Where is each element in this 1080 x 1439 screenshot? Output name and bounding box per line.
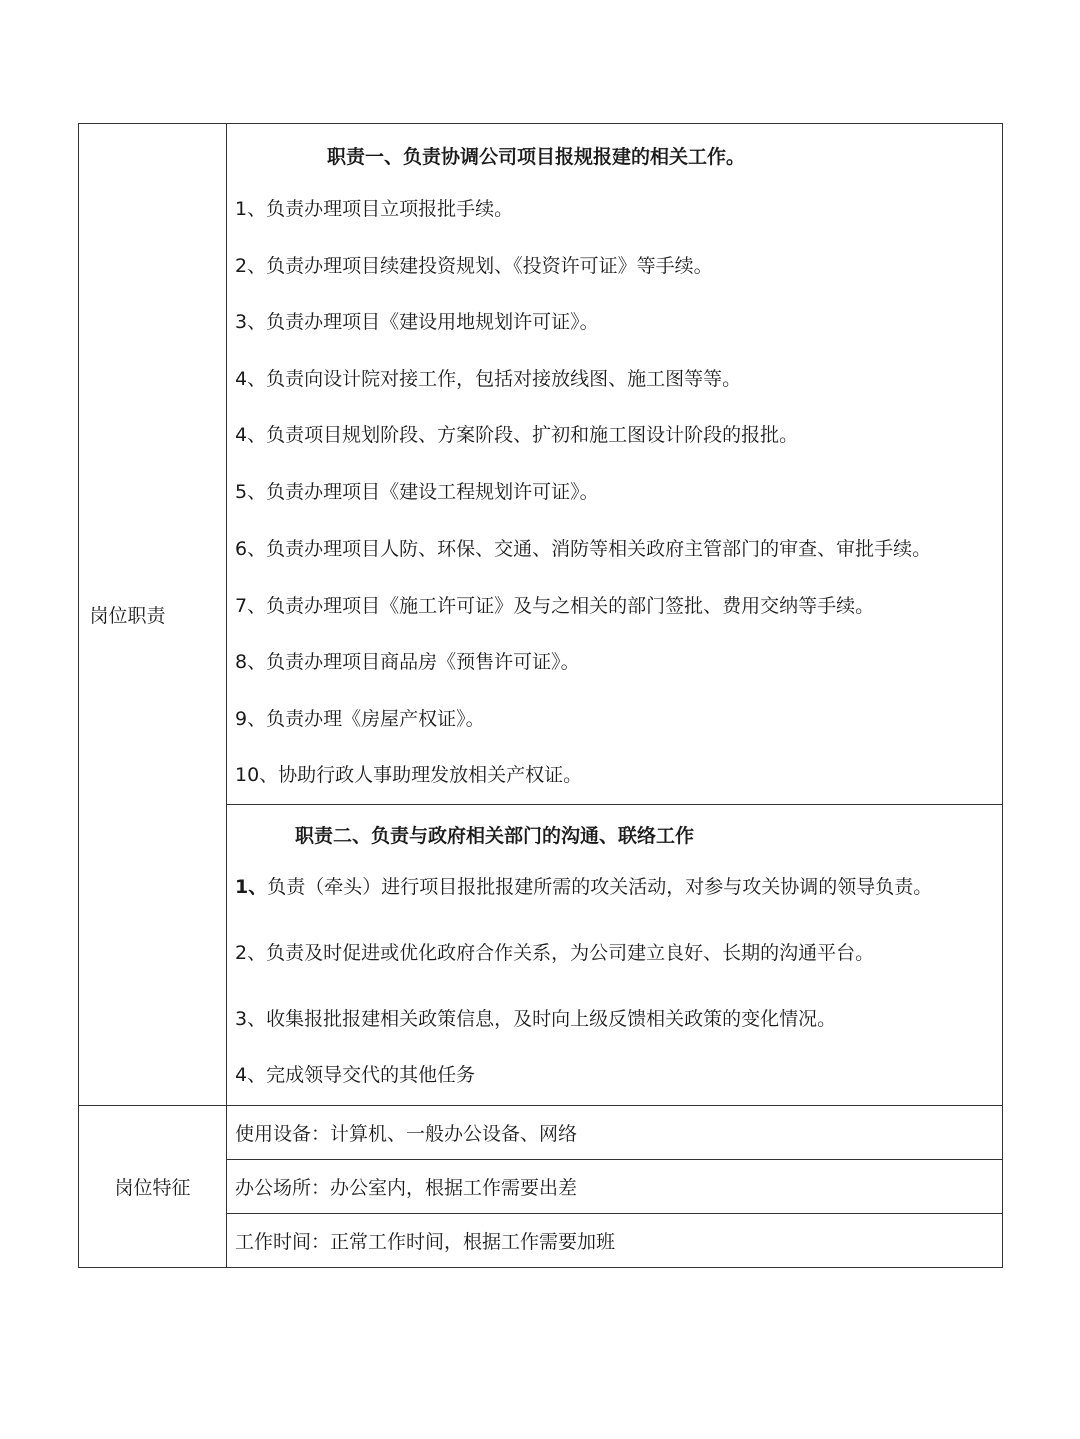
section1-item: 1、负责办理项目立项报批手续。 xyxy=(235,198,514,220)
section1-item: 6、负责办理项目人防、环保、交通、消防等相关政府主管部门的审查、审批手续。 xyxy=(235,538,932,560)
features-row-equipment xyxy=(79,1106,1003,1160)
section2-item1-text: 负责（牵头）进行项目报批报建所需的攻关活动，对参与攻关协调的领导负责。 xyxy=(267,876,933,898)
section2-item: 3、收集报批报建相关政策信息，及时向上级反馈相关政策的变化情况。 xyxy=(235,1008,837,1030)
feature-hours: 工作时间：正常工作时间，根据工作需要加班 xyxy=(227,1214,1003,1268)
section1-item: 3、负责办理项目《建设用地规划许可证》。 xyxy=(235,311,599,333)
section1-item: 9、负责办理《房屋产权证》。 xyxy=(235,708,485,730)
section2-item1-number: 1、 xyxy=(235,876,268,898)
section1-title: 职责一、负责协调公司项目报规报建的相关工作。 xyxy=(327,146,746,168)
section1-item: 4、负责向设计院对接工作，包括对接放线图、施工图等等。 xyxy=(235,368,742,390)
duties-section2-cell xyxy=(227,805,1003,1106)
features-label-cell xyxy=(79,1106,227,1268)
feature-equipment: 使用设备：计算机、一般办公设备、网络 xyxy=(227,1106,1003,1160)
duties-section1-cell xyxy=(227,124,1003,805)
section1-item: 7、负责办理项目《施工许可证》及与之相关的部门签批、费用交纳等手续。 xyxy=(235,595,875,617)
section2-item xyxy=(235,875,932,899)
duties-label: 岗位职责 xyxy=(89,605,166,627)
section1-item: 8、负责办理项目商品房《预售许可证》。 xyxy=(235,651,580,673)
feature-location: 办公场所：办公室内，根据工作需要出差 xyxy=(227,1160,1003,1214)
duties-row-section1 xyxy=(79,124,1003,805)
section1-item: 10、协助行政人事助理发放相关产权证。 xyxy=(235,764,583,786)
section1-item: 2、负责办理项目续建投资规划、《投资许可证》等手续。 xyxy=(235,255,713,277)
section2-item: 2、负责及时促进或优化政府合作关系，为公司建立良好、长期的沟通平台。 xyxy=(235,942,875,964)
job-description-table xyxy=(78,123,1003,1268)
section2-item: 4、完成领导交代的其他任务 xyxy=(235,1064,476,1086)
section2-title: 职责二、负责与政府相关部门的沟通、联络工作 xyxy=(295,825,695,847)
section1-item: 5、负责办理项目《建设工程规划许可证》。 xyxy=(235,481,599,503)
features-label: 岗位特征 xyxy=(114,1177,191,1199)
duties-label-cell xyxy=(79,124,227,1106)
section1-item: 4、负责项目规划阶段、方案阶段、扩初和施工图设计阶段的报批。 xyxy=(235,424,799,446)
